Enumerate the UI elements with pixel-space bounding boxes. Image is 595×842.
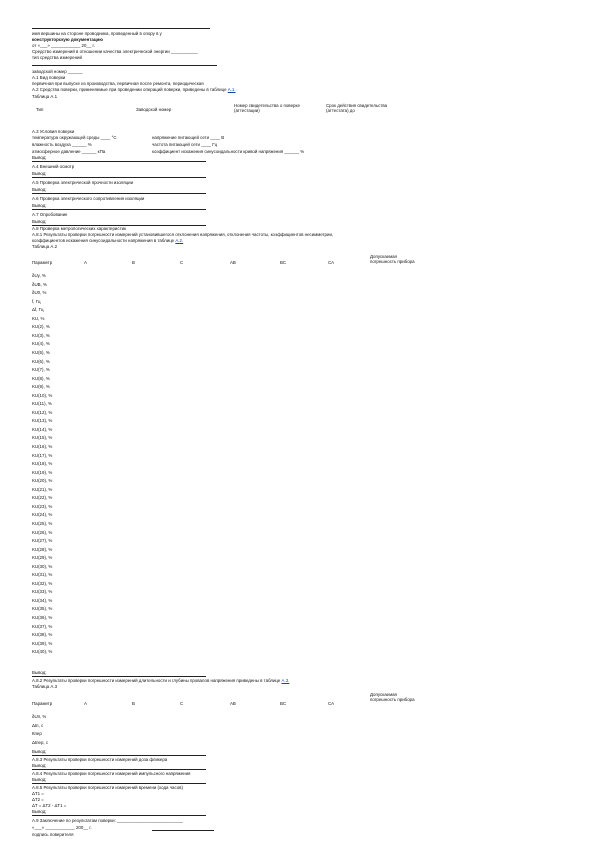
- table-row-param: KU(27), %: [32, 538, 53, 544]
- a84-conclusion: Вывод:: [32, 777, 47, 782]
- table-row-param: KU(3), %: [32, 332, 50, 338]
- table-a1-link[interactable]: А.1.: [227, 87, 236, 92]
- table-row-param: KU(26), %: [32, 529, 53, 535]
- table-a2-header-tolerance: Допускаемая погрешность прибора: [370, 254, 415, 264]
- table-row-param: KU(21), %: [32, 486, 53, 492]
- a2-text: [32, 87, 236, 92]
- table-a2-header-c: C: [180, 260, 184, 265]
- table-row-param: KU(36), %: [32, 615, 53, 620]
- a5-conclusion: Вывод:: [32, 187, 47, 192]
- rule: [32, 28, 210, 29]
- table-a1-header-type: Тип: [36, 107, 44, 112]
- rule: [152, 830, 214, 831]
- table-a3-header-b: B: [132, 701, 135, 706]
- table-row-param: KU(22), %: [32, 495, 53, 501]
- header-line-4: Средство измерений в отношении качества электрической энергии ___________: [32, 49, 198, 54]
- a1-title: А.1 Вид поверки: [32, 75, 66, 80]
- table-a1-caption: Таблица А.1: [32, 94, 58, 99]
- table-row-param: KU(11), %: [32, 401, 52, 407]
- a85-t3: ΔT = ΔT2 - ΔT1 =: [32, 803, 67, 808]
- table-row-param: KU(31), %: [32, 572, 53, 578]
- rule: [32, 65, 217, 66]
- table-a2-header-ab: AB: [230, 260, 236, 265]
- table-row-param: KU(30), %: [32, 563, 53, 569]
- table-a3-header-ab: AB: [230, 701, 236, 706]
- rule: [32, 755, 206, 756]
- table-row-param: KU(39), %: [32, 640, 53, 646]
- table-row-param: KU(24), %: [32, 512, 53, 518]
- table-a3-header-tolerance: Допускаемая погрешность прибора: [370, 692, 415, 702]
- supplier-number: заводской номер ______: [32, 69, 83, 74]
- header-line-1: имя вершины на стороне проводника, проведенный в опору в у: [32, 31, 162, 36]
- table-row-param: δUy, %: [32, 273, 46, 278]
- a5-title: А.5 Проверка электрической прочности изоляции: [32, 180, 134, 185]
- table-a2-header-bc: BC: [280, 260, 287, 265]
- rule: [32, 815, 206, 816]
- table-row-param: KU(12), %: [32, 409, 53, 415]
- table-row-param: KU(19), %: [32, 469, 53, 475]
- signature-caption: подпись поверителя: [32, 832, 74, 837]
- a82-label: А.8.2 Результаты проверки погрешности измерений длительности и глубины провалов напряжения приведены в таблице: [32, 678, 281, 683]
- table-a3-header-a: A: [84, 701, 87, 706]
- a83-title: А.8.3 Результаты проверки погрешности измерений доза фликера: [32, 757, 168, 762]
- table-a3-header-c: C: [180, 701, 184, 706]
- table-row-param: KU(8), %: [32, 375, 50, 381]
- table-row-param: KU(4), %: [32, 341, 50, 347]
- rule: [32, 161, 206, 162]
- table-a1-header-certificate: Номер свидетельства о поверке (аттестации): [234, 103, 300, 113]
- a81-label: коэффициентов искажения синусоидальности напряжения в таблице: [32, 238, 175, 243]
- table-row-param: KU(10), %: [32, 392, 53, 398]
- table-row-param: KU(7), %: [32, 367, 50, 373]
- table-row-param: δUп, %: [32, 714, 47, 719]
- table-row-param: KU(35), %: [32, 606, 53, 612]
- a3-distortion: коэффициент искажения синусоидальности кривой напряжения ______ %: [152, 149, 305, 154]
- a6-title: А.6 Проверка электрического сопротивления изоляции: [32, 196, 145, 201]
- table-row-param: KU(16), %: [32, 444, 53, 449]
- table-a2-header-a: A: [84, 260, 87, 265]
- table-row-param: KU(25), %: [32, 520, 53, 526]
- table-row-param: KU(15), %: [32, 435, 53, 441]
- table-row-param: KU(40), %: [32, 649, 53, 655]
- table-row-param: KU(5), %: [32, 349, 50, 355]
- table-row-param: KU(18), %: [32, 461, 53, 467]
- table-row-param: KU(34), %: [32, 597, 53, 603]
- table-a3-header-param: Параметр: [32, 701, 53, 706]
- rule: [32, 783, 206, 784]
- table-a3-link[interactable]: А.3.: [281, 678, 290, 683]
- rule: [32, 769, 206, 770]
- table-row-param: KU(13), %: [32, 418, 53, 424]
- table-a3-caption: Таблица А.3: [32, 684, 58, 689]
- table-a1-header-validity: Срок действия свидетельства (аттестата) до: [326, 103, 388, 113]
- a82-conclusion: Вывод:: [32, 749, 47, 754]
- header-line-5: тип средства измерений: [32, 55, 82, 60]
- table-row-param: KU(33), %: [32, 589, 53, 595]
- table-a2-header-param: Параметр: [32, 260, 53, 265]
- a82-text: [32, 678, 289, 683]
- rule: [32, 193, 206, 194]
- table-row-param: δU0, %: [32, 290, 47, 296]
- table-row-param: KU(23), %: [32, 503, 53, 509]
- signature-date: «___» ____________ 200__ г.: [32, 825, 92, 830]
- table-row-param: KU, %: [32, 315, 45, 321]
- a81-text: А.8.1 Результаты проверки погрешности измерений установившегося отклонения напряжения, отклонения частоты, коэффициентов несимметрии,: [32, 232, 334, 237]
- header-line-2: конструкторскую документацию: [32, 37, 103, 42]
- a4-conclusion: Вывод:: [32, 171, 47, 176]
- a85-t1: ΔT1 =: [32, 791, 44, 796]
- table-row-param: KU(37), %: [32, 623, 53, 629]
- a3-pressure: атмосферное давление ______ кПа: [32, 149, 106, 154]
- table-a2-header-ca: CA: [328, 260, 335, 265]
- a7-title: А.7 Опробование: [32, 212, 68, 217]
- rule: [32, 209, 206, 210]
- a3-voltage: напряжение питающей сети ____ В: [152, 135, 225, 140]
- header-line-3: от «___» ____________ 20__ г.: [32, 43, 95, 48]
- a6-conclusion: Вывод:: [32, 203, 47, 208]
- table-row-param: KU(9), %: [32, 384, 50, 390]
- a3-title: А.3 Условия поверки: [32, 129, 75, 134]
- table-row-param: KU(32), %: [32, 580, 53, 586]
- table-row-param: Δtп, с: [32, 722, 44, 728]
- a4-title: А.4 Внешний осмотр: [32, 164, 75, 169]
- table-a1-header-serial: Заводской номер: [136, 107, 172, 112]
- a85-conclusion: Вывод:: [32, 809, 47, 814]
- table-row-param: f, Гц: [32, 298, 41, 304]
- table-row-param: Δtпер, с: [32, 739, 49, 745]
- table-row-param: KU(6), %: [32, 358, 50, 364]
- table-row-param: Кпер: [32, 731, 42, 737]
- a1-options: первичная при выпуске из производства, первичная после ремонта, периодическая: [32, 81, 204, 86]
- a84-title: А.8.4 Результаты проверки погрешности измерений импульсного напряжения: [32, 771, 191, 776]
- table-a3-header-bc: BC: [280, 701, 287, 706]
- a9-conclusion: А.9 Заключение по результатам поверки: ___________________________: [32, 818, 183, 823]
- table-row-param: KU(28), %: [32, 546, 53, 552]
- table-a2-caption: Таблица А.2: [32, 244, 58, 249]
- a3-conclusion: Вывод:: [32, 155, 47, 160]
- a85-title: А.8.5 Результаты проверки погрешности измерений времени (хода часов): [32, 785, 183, 790]
- a85-t2: ΔT2 =: [32, 797, 44, 802]
- table-row-param: KU(29), %: [32, 555, 53, 561]
- a8-conclusion: Вывод:: [32, 670, 47, 675]
- rule: [32, 676, 206, 677]
- table-row-param: KU(2), %: [32, 324, 50, 330]
- a8-title: А.8 Проверка метрологических характеристик: [32, 226, 126, 231]
- table-row-param: Δf, Гц: [32, 307, 44, 313]
- a3-humidity: влажность воздуха ______ %: [32, 142, 92, 147]
- a81-text-cont: [32, 238, 183, 243]
- rule: [32, 177, 206, 178]
- table-a3-header-ca: CA: [328, 701, 335, 706]
- table-row-param: δUB, %: [32, 281, 47, 287]
- table-row-param: KU(17), %: [32, 452, 53, 458]
- a7-conclusion: Вывод:: [32, 219, 47, 224]
- table-a2-header-b: B: [132, 260, 135, 265]
- table-row-param: KU(38), %: [32, 632, 53, 638]
- table-row-param: KU(20), %: [32, 478, 53, 484]
- a2-label: А.2 Средства поверки, применяемые при проведении операций поверки, приведены в таблице: [32, 87, 227, 92]
- table-row-param: KU(14), %: [32, 426, 53, 432]
- a3-frequency: частота питающей сети ____ Гц: [152, 142, 218, 147]
- a83-conclusion: Вывод:: [32, 763, 47, 768]
- table-a2-link[interactable]: А.2.: [175, 238, 184, 243]
- a3-temperature: температура окружающей среды ____ °С: [32, 135, 117, 140]
